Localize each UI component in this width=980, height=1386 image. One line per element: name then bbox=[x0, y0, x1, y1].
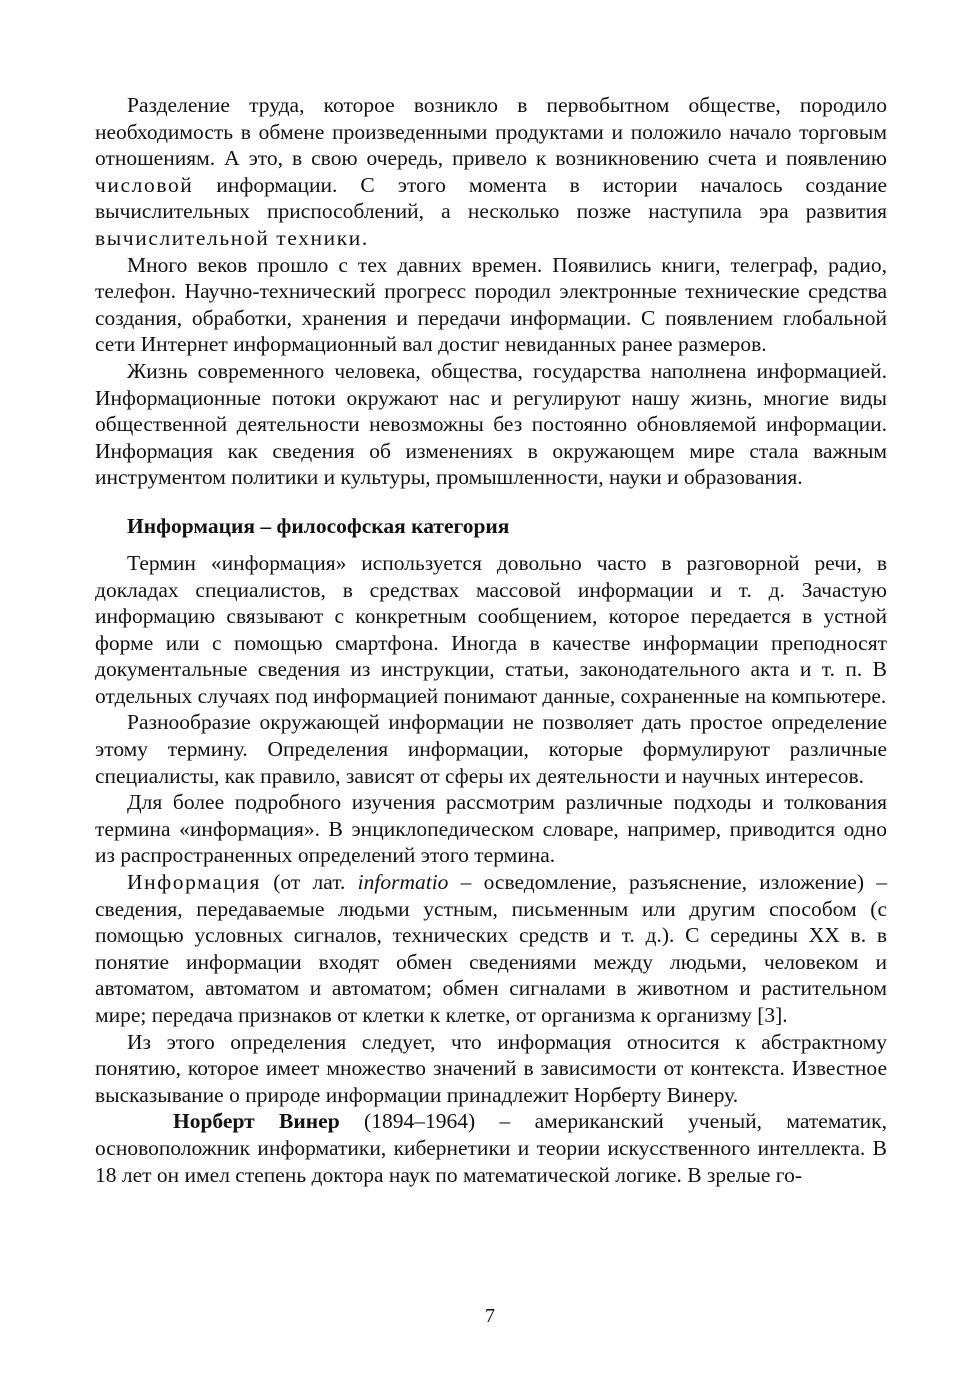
emphasized-term: числовой bbox=[95, 172, 194, 197]
emphasized-term: вычислительной техники bbox=[95, 225, 362, 250]
paragraph-text: . bbox=[361, 225, 368, 250]
paragraph-text: (1894–1964) – американский ученый, математик, основоположник информатики, кибернетики и теории искусственного интеллекта. В 18 лет он имел степень доктора наук по математической логике. В зрелые го- bbox=[95, 1109, 887, 1187]
paragraph-definition bbox=[95, 869, 887, 1029]
paragraph-division-of-labor bbox=[95, 92, 887, 252]
paragraph-conclusion: Из этого определения следует, что информация относится к абстрактному понятию, которое имеет множество значений в зависимости от контекста. Известное высказывание о природе информации принадлежит Норберту Винеру. bbox=[95, 1029, 887, 1107]
latin-term: informatio bbox=[357, 870, 449, 895]
person-name: Норберт Винер bbox=[173, 1109, 340, 1134]
document-page bbox=[95, 92, 887, 1188]
paragraph-term-usage: Термин «информация» используется довольно часто в разговорной речи, в докладах специалистов, в средствах массовой информации и т. д. Зачастую информацию связывают с конкретным сообщением, которое передается в устной форме или с помощью смартфона. Иногда в качестве информации преподносят документальные сведения из инструкции, статьи, законодательного акта и т. п. В отдельных случаях под информацией понимают данные, сохраненные на компьютере. bbox=[95, 550, 887, 708]
paragraph-wiener bbox=[95, 1108, 887, 1188]
paragraph-diversity: Разнообразие окружающей информации не позволяет дать простое определение этому термину. Определения информации, которые формулируют различные специалисты, как правило, зависят от сферы их деятельности и научных интересов. bbox=[95, 710, 887, 788]
section-heading: Информация – философская категория bbox=[127, 513, 510, 538]
paragraph-text: – осведомление, разъяснение, изложение) – сведения, передаваемые людьми устным, письменным или другим способом (с помощью условных сигналов, технических средств и т. д.). С середины XX в. в понятие информации входят обмен сведениями между людьми, человеком и автоматом, автоматом и автоматом; обмен сигналами в животном и растительном мире; передача признаков от клетки к клетке, от организма к организму [3]. bbox=[95, 870, 887, 1027]
paragraph-text: Разделение труда, которое возникло в первобытном обществе, породило необходимость в обмене произведенными продуктами и положило начало торговым отношениям. А это, в свою очередь, привело к возникновению счета и появлению bbox=[95, 93, 887, 171]
page-number: 7 bbox=[485, 1305, 495, 1327]
paragraph-centuries: Много веков прошло с тех давних времен. Появились книги, телеграф, радио, телефон. Научно-технический прогресс породил электронные технические средства создания, обработки, хранения и передачи информации. С появлением глобальной сети Интернет информационный вал достиг невиданных ранее размеров. bbox=[95, 252, 887, 357]
paragraph-text: (от лат. bbox=[261, 870, 358, 895]
paragraph-text: информации. С этого момента в истории началось создание вычислительных приспособлений, а несколько позже наступила эра развития bbox=[95, 172, 887, 224]
definition-term: Информация bbox=[127, 870, 262, 895]
paragraph-modern-life: Жизнь современного человека, общества, государства наполнена информацией. Информационные потоки окружают нас и регулируют нашу жизнь, многие виды общественной деятельности невозможны без постоянно обновляемой информации. Информация как сведения об изменениях в окружающем мире стала важным инструментом политики и культуры, промышленности, науки и образования. bbox=[95, 358, 887, 490]
paragraph-approaches: Для более подробного изучения рассмотрим различные подходы и толкования термина «информация». В энциклопедическом словаре, например, приводится одно из распространенных определений этого термина. bbox=[95, 790, 887, 868]
